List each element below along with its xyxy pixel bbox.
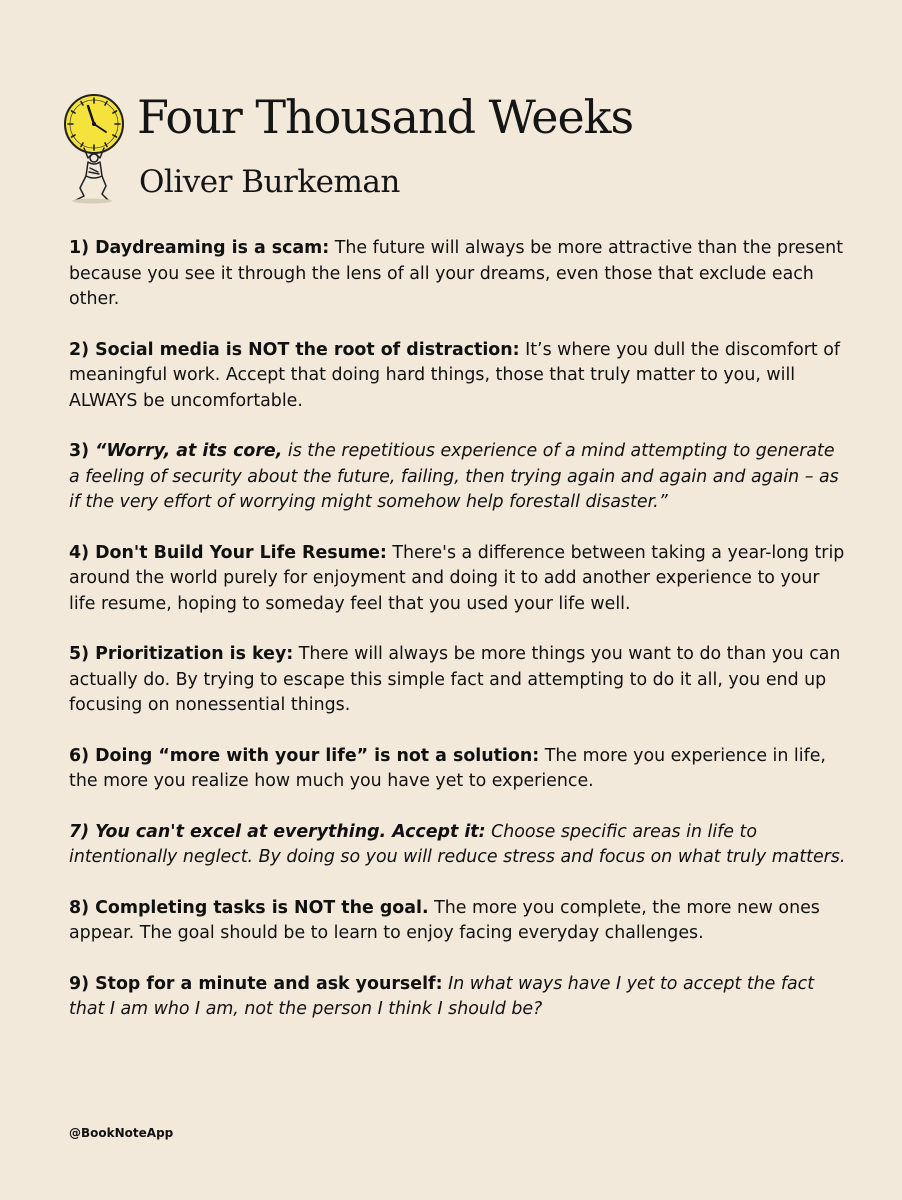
note-heading: 9) Stop for a minute and ask yourself: (69, 973, 443, 994)
note-item (69, 338, 849, 415)
note-body: The more you complete, the more new ones appear. The goal should be to learn to enjoy facing everyday challenges. (69, 897, 820, 943)
notes-list (69, 236, 849, 1048)
note-heading: 8) Completing tasks is NOT the goal. (69, 897, 429, 918)
note-item (69, 896, 849, 947)
note-item (69, 744, 849, 795)
social-handle: @BookNoteApp (69, 1126, 174, 1140)
note-heading: 1) Daydreaming is a scam: (69, 238, 330, 258)
note-body: There's a difference between taking a year-long trip around the world purely for enjoyment and doing it to add another experience to your life resume, hoping to someday feel that you used your life well. (69, 542, 845, 614)
note-item (69, 236, 849, 313)
note-heading: 5) Prioritization is key: (69, 644, 294, 664)
book-header (62, 92, 862, 212)
note-body: is the repetitious experience of a mind attempting to generate a feeling of security about the future, failing, then trying again and again and again – as if the very effort of worrying might somehow help forestall disaster.” (69, 441, 839, 512)
note-item (69, 820, 849, 871)
note-item (69, 642, 849, 719)
note-item (69, 439, 849, 516)
note-body: It’s where you dull the discomfort of meaningful work. Accept that doing hard things, those that truly matter to you, will ALWAYS be uncomfortable. (69, 339, 840, 411)
note-heading: 7) You can't excel at everything. Accept it: (69, 821, 486, 842)
note-heading: 4) Don't Build Your Life Resume: (69, 542, 387, 563)
note-item (69, 541, 849, 618)
book-author: Oliver Burkeman (139, 164, 400, 200)
note-body: There will always be more things you want to do than you can actually do. By trying to escape this simple fact and attempting to do it all, you end up focusing on nonessential things. (69, 644, 841, 715)
book-title: Four Thousand Weeks (137, 90, 634, 144)
note-body: The future will always be more attractive than the present because you see it through the lens of all your dreams, even those that exclude each other. (69, 238, 844, 309)
note-item (69, 972, 849, 1023)
note-body: Choose specific areas in life to intentionally neglect. By doing so you will reduce stress and focus on what truly matters. (69, 821, 846, 867)
note-heading: 2) Social media is NOT the root of distraction: (69, 339, 520, 360)
note-body: In what ways have I yet to accept the fact that I am who I am, not the person I think I should be? (69, 973, 815, 1019)
note-body: The more you experience in life, the more you realize how much you have yet to experience. (69, 745, 826, 791)
note-heading: 3) “Worry, at its core, (69, 441, 283, 461)
note-heading: 6) Doing “more with your life” is not a solution: (69, 745, 540, 766)
clock-atlas-icon (62, 92, 132, 204)
